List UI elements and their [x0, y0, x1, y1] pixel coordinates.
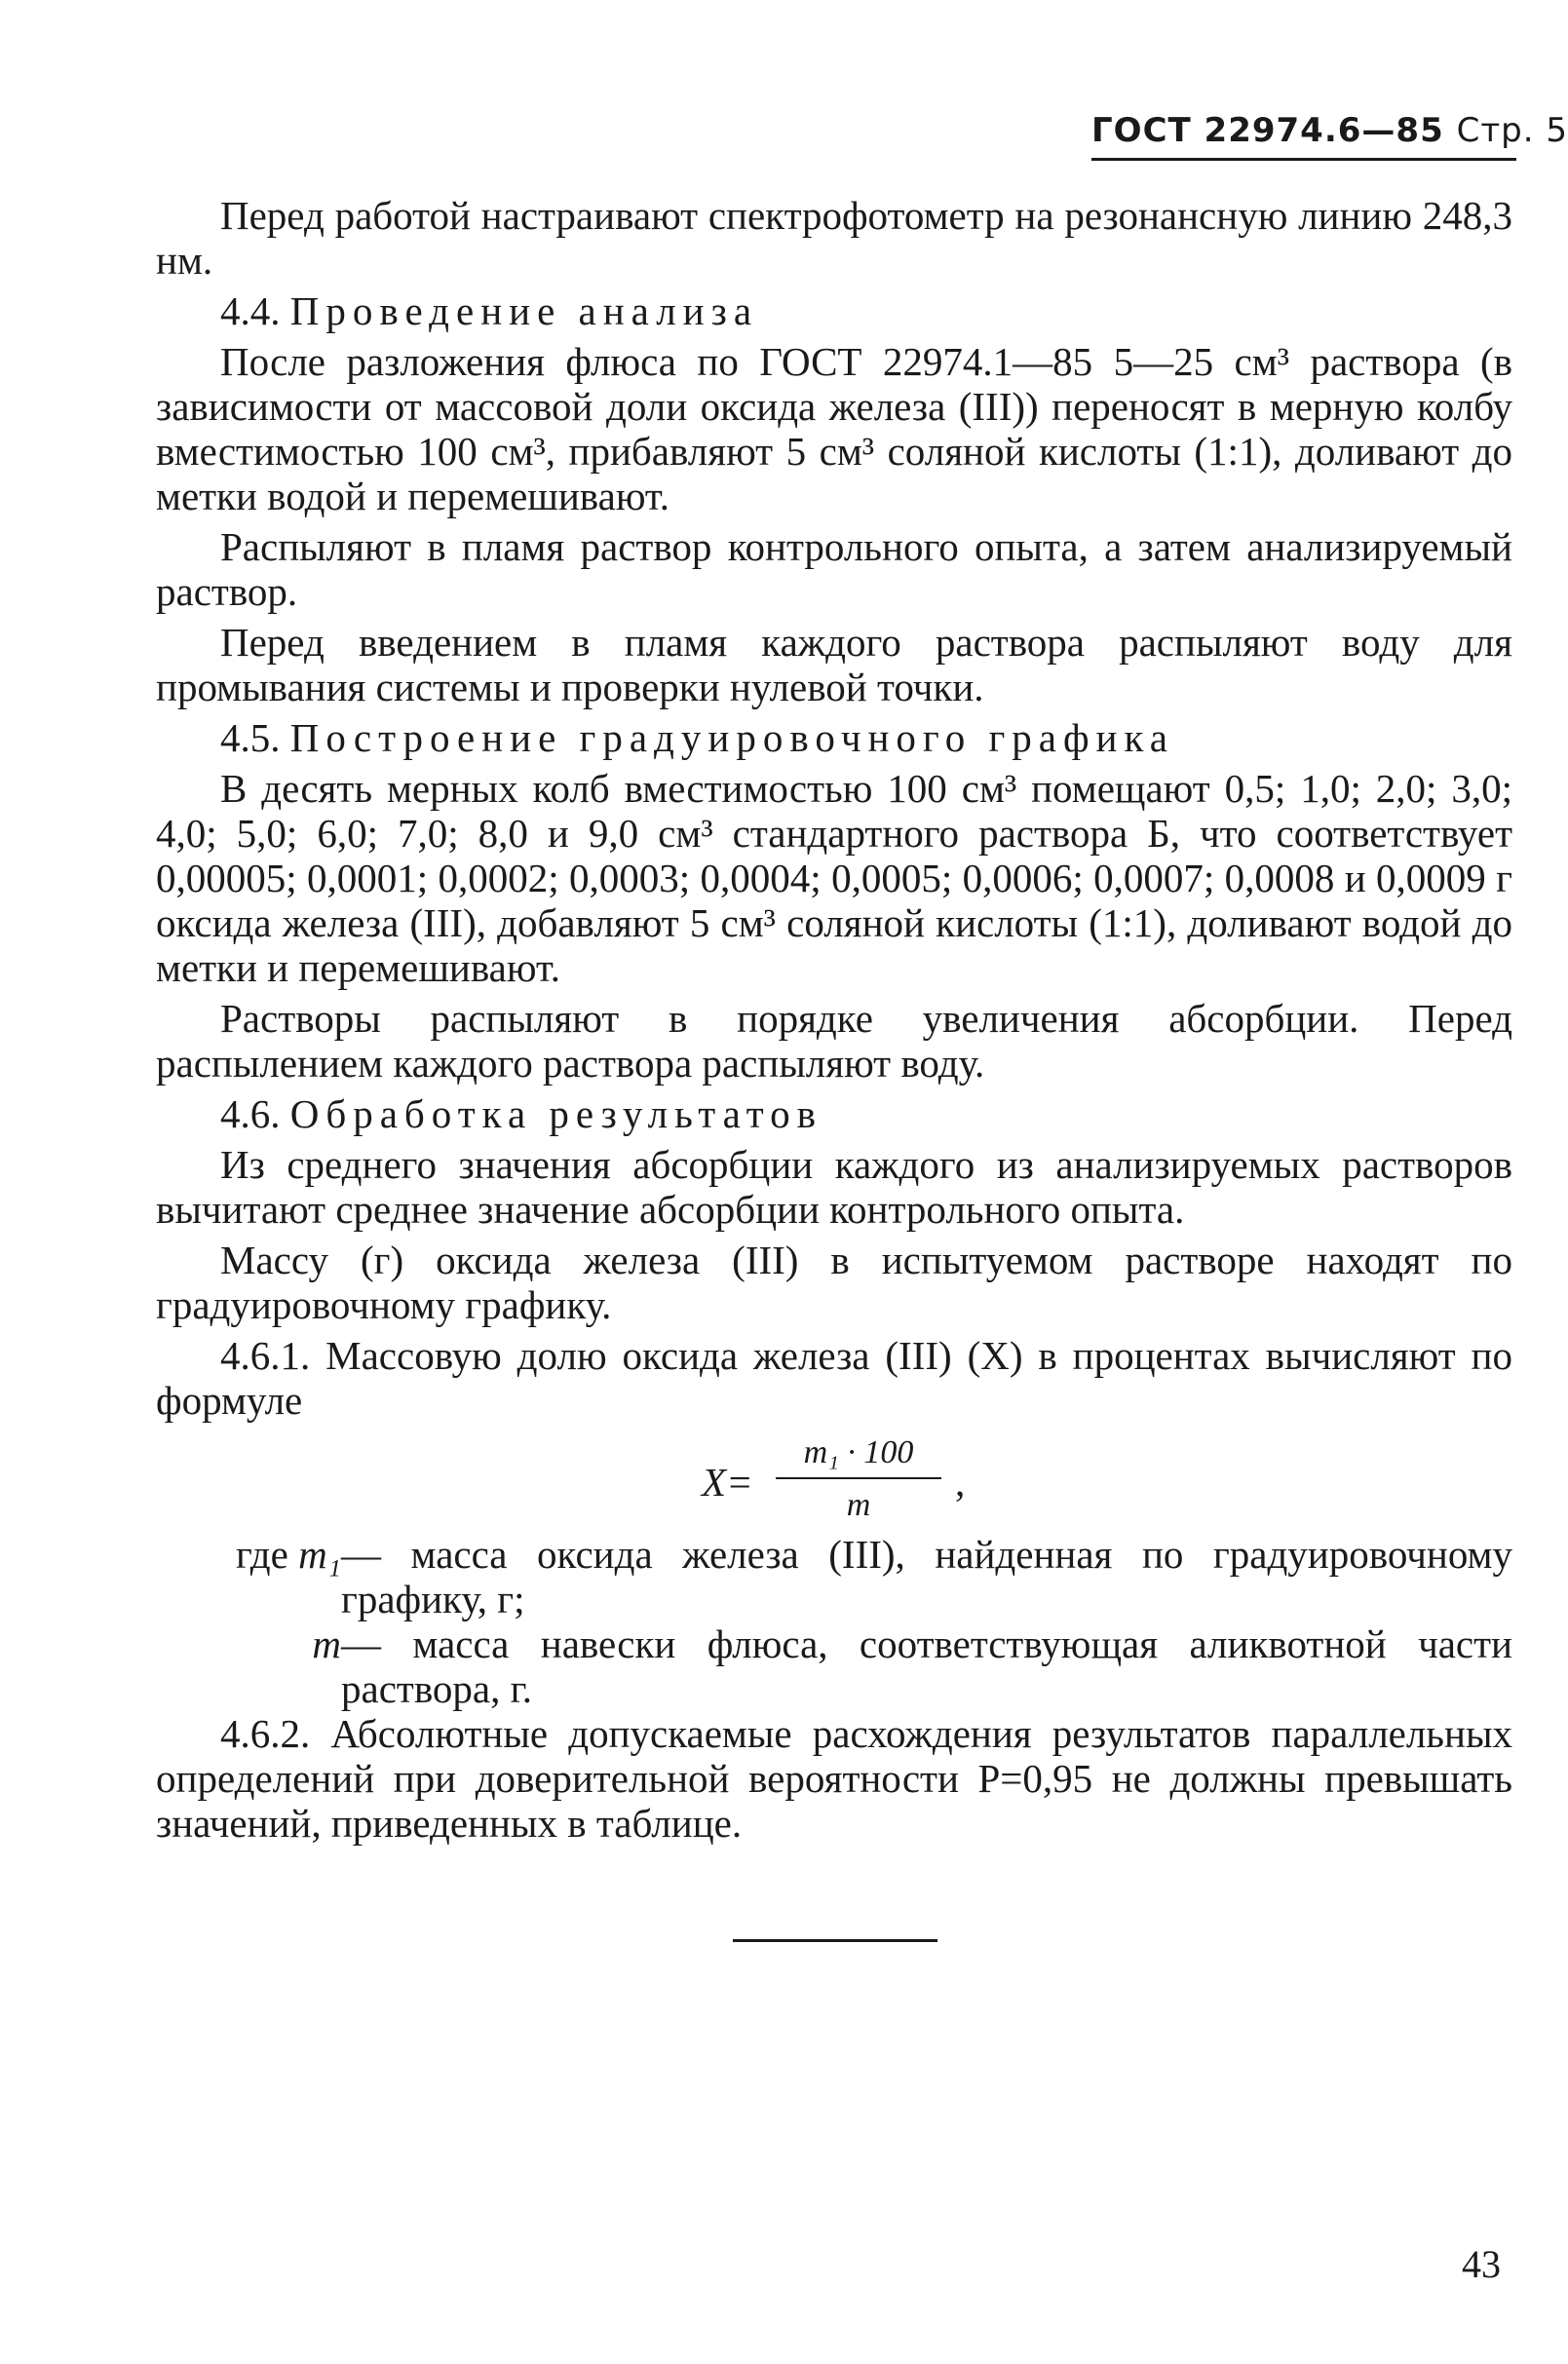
formula-fraction [776, 1430, 941, 1528]
formula-lhs: X= [702, 1460, 753, 1505]
page-number: 43 [1462, 2242, 1501, 2286]
paragraph-4-6-1: 4.6.1. Массовую долю оксида железа (III) (X) в процентах вычисляют по формуле [156, 1333, 1512, 1423]
section-title: Построение градуировочного графика [289, 715, 1174, 760]
definition-lead: где [236, 1532, 288, 1577]
section-number: 4.4. [220, 288, 281, 333]
paragraph-4-6-2: 4.6.2. Абсолютные допускаемые расхождения результатов параллельных определений при доверительной вероятности P=0,95 не должны превышать значений, приведенных в таблице. [156, 1711, 1512, 1846]
symbol-m1: m₁ [298, 1532, 341, 1577]
paragraph-water-rinse: Перед введением в пламя каждого раствора распыляют воду для промывания системы и проверки нулевой точки. [156, 620, 1512, 709]
definition-text: — масса оксида железа (III), найденная по градуировочному графику, г; [341, 1532, 1512, 1621]
section-4-6-heading [156, 1091, 1512, 1136]
section-number: 4.6. [220, 1091, 281, 1136]
formula-trail: , [955, 1460, 966, 1505]
symbol-m: m [312, 1621, 341, 1666]
definition-text: — масса навески флюса, соответствующая аликвотной части раствора, г. [341, 1621, 1512, 1711]
definition-m [156, 1621, 1512, 1711]
body-text [156, 193, 1512, 1851]
section-4-4-heading [156, 288, 1512, 333]
page-label: Стр. 5 [1456, 111, 1568, 150]
paragraph-spray-order: Растворы распыляют в порядке увеличения абсорбции. Перед распылением каждого раствора распыляют воду. [156, 996, 1512, 1086]
paragraph-decomposition: После разложения флюса по ГОСТ 22974.1—85 5—25 см³ раствора (в зависимости от массовой доли оксида железа (III)) переносят в мерную колбу вместимостью 100 см³, прибавляют 5 см³ соляной кислоты (1:1), доливают до метки водой и перемешивают. [156, 339, 1512, 518]
formula-denominator: m [846, 1487, 871, 1523]
separator-rule [733, 1939, 937, 1942]
section-number: 4.5. [220, 715, 281, 760]
paragraph-mass-lookup: Массу (г) оксида железа (III) в испытуемом растворе находят по градуировочному графику. [156, 1238, 1512, 1327]
formula-mass-fraction [156, 1430, 1512, 1528]
header-rule [1091, 158, 1516, 161]
definition-symbol [156, 1532, 341, 1577]
paragraph-spraying: Распыляют в пламя раствор контрольного опыта, а затем анализируемый раствор. [156, 524, 1512, 614]
definition-m1 [156, 1532, 1512, 1621]
standard-number: ГОСТ 22974.6—85 [1091, 111, 1444, 150]
paragraph-setup: Перед работой настраивают спектрофотометр на резонансную линию 248,3 нм. [156, 193, 1512, 283]
section-4-5-heading [156, 715, 1512, 760]
paragraph-subtract-blank: Из среднего значения абсорбции каждого из анализируемых растворов вычитают среднее значение абсорбции контрольного опыта. [156, 1142, 1512, 1232]
section-title: Проведение анализа [289, 288, 759, 333]
paragraph-calibration-solutions: В десять мерных колб вместимостью 100 см³ помещают 0,5; 1,0; 2,0; 3,0; 4,0; 5,0; 6,0; 7,0; 8,0 и 9,0 см³ стандартного раствора Б, что соответствует 0,00005; 0,0001; 0,0002; 0,0003; 0,0004; 0,0005; 0,0006; 0,0007; 0,0008 и 0,0009 г оксида железа (III), добавляют 5 см³ соляной кислоты (1:1), доливают водой до метки и перемешивают. [156, 766, 1512, 990]
formula-numerator: m₁ · 100 [803, 1434, 914, 1470]
section-title: Обработка результатов [289, 1091, 823, 1136]
running-header [1091, 111, 1568, 150]
